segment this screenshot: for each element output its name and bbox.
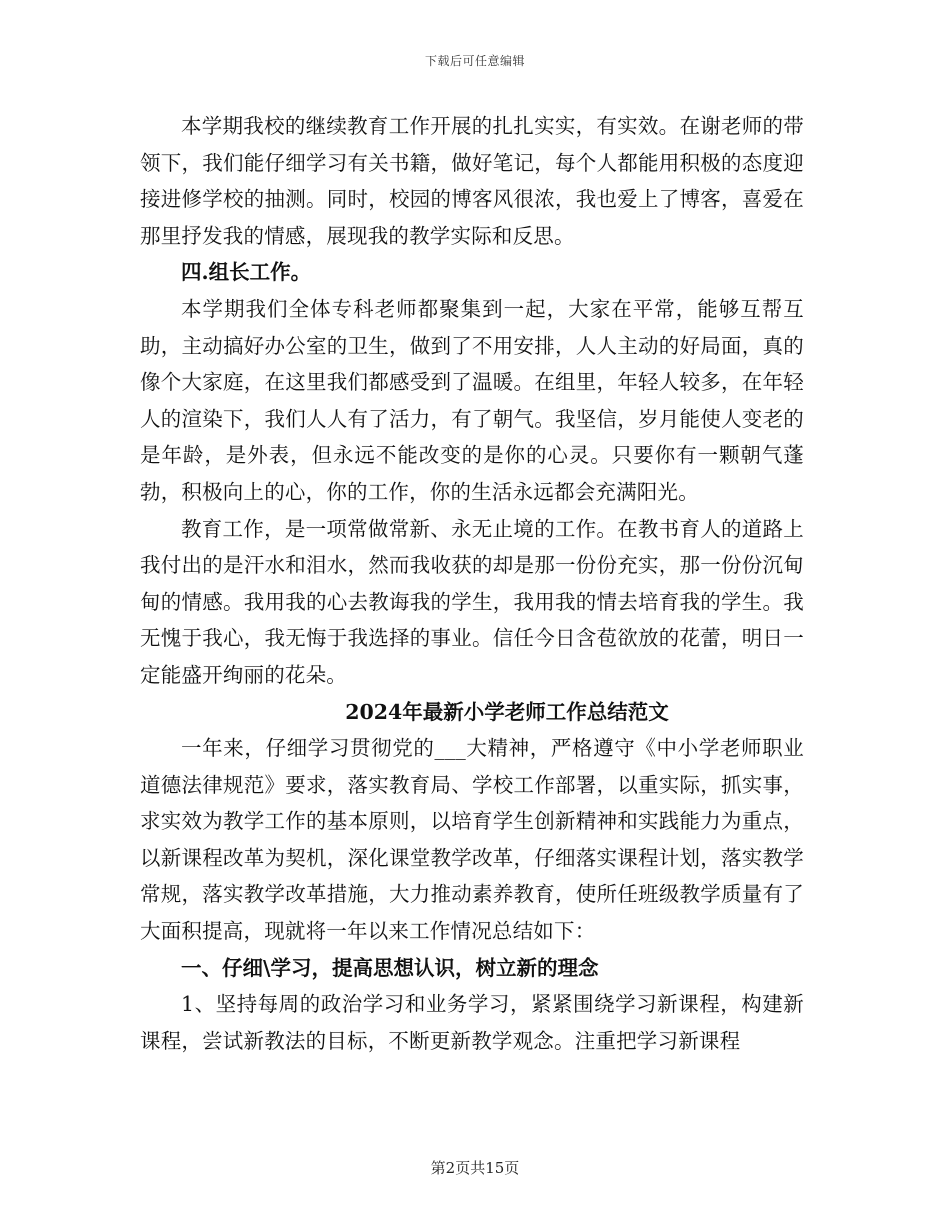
paragraph-continuing-education: 本学期我校的继续教育工作开展的扎扎实实，有实效。在谢老师的带领下，我们能仔细学习有关书籍，做好笔记，每个人都能用积极的态度迎接进修学校的抽测。同时，校园的博客风很浓，我也爱上了博客，喜爱在那里抒发我的情感，展现我的教学实际和反思。 [140,114,804,248]
section-title: 2024年最新小学老师工作总结范文 [345,699,669,724]
page-number: 第2页共15页 [430,1159,520,1177]
heading-study-and-ideas: 一、仔细\学习，提高思想认识，树立新的理念 [181,955,599,980]
paragraph-weekly-study: 1、坚持每周的政治学习和业务学习，紧紧围绕学习新课程，构建新课程，尝试新教法的目标，不断更新教学观念。注重把学习新课程 [140,992,804,1053]
paragraph-education-work: 教育工作，是一项常做常新、永无止境的工作。在教书育人的道路上我付出的是汗水和泪水，然而我收获的却是那一份份充实，那一份份沉甸甸的情感。我用我的心去教诲我的学生，我用我的情去培育我的学生。我无愧于我心，我无悔于我选择的事业。信任今日含苞欲放的花蕾，明日一定能盛开绚丽的花朵。 [140,516,804,687]
header-note: 下载后可任意编辑 [424,54,525,68]
heading-group-leader-work: 四.组长工作。 [181,260,312,285]
document-body [140,108,804,1059]
paragraph-group-teamwork: 本学期我们全体专科老师都聚集到一起，大家在平常，能够互帮互助，主动搞好办公室的卫生，做到了不用安排，人人主动的好局面，真的像个大家庭，在这里我们都感受到了温暖。在组里，年轻人较多，在年轻人的渲染下，我们人人有了活力，有了朝气。我坚信，岁月能使人变老的是年龄，是外表，但永远不能改变的是你的心灵。只要你有一颗朝气蓬勃，积极向上的心，你的工作，你的生活永远都会充满阳光。 [140,296,804,504]
paragraph-year-summary: 一年来，仔细学习贯彻党的___大精神，严格遵守《中小学老师职业道德法律规范》要求，落实教育局、学校工作部署，以重实际，抓实事，求实效为教学工作的基本原则，以培育学生创新精神和实践能力为重点，以新课程改革为契机，深化课堂教学改革，仔细落实课程计划，落实教学常规，落实教学改革措施，大力推动素养教育，使所任班级教学质量有了大面积提高，现就将一年以来工作情况总结如下： [140,736,804,944]
